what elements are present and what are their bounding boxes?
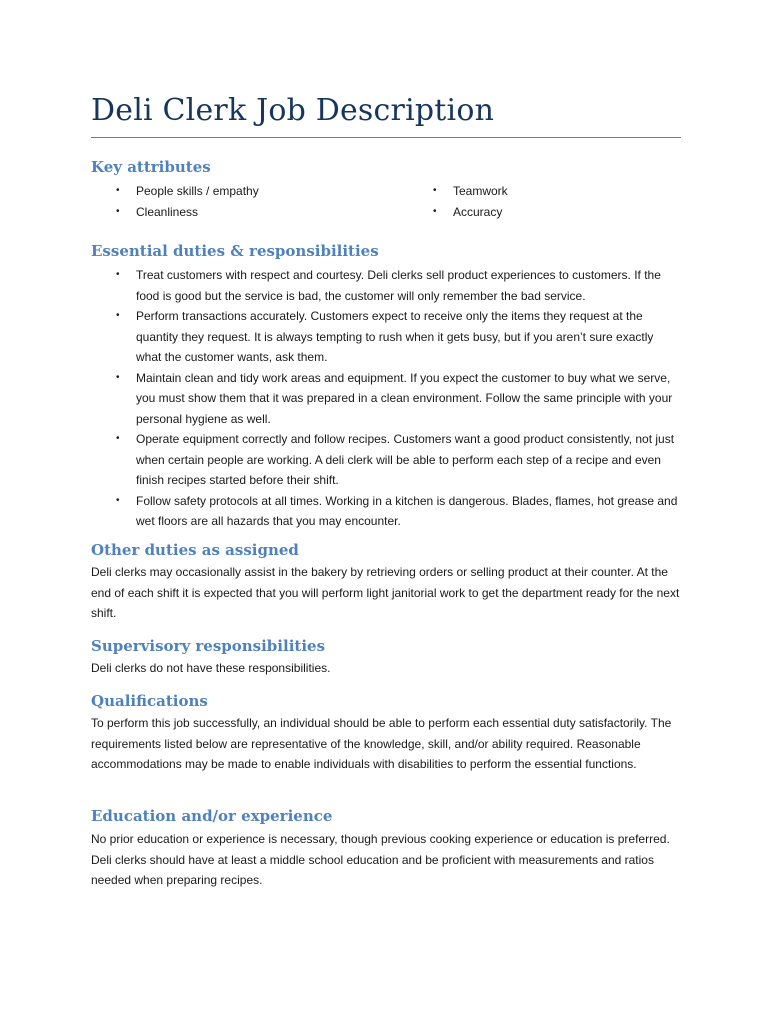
list-item <box>91 429 681 491</box>
supervisory-heading: Supervisory responsibilities <box>91 637 326 655</box>
list-item <box>91 491 681 532</box>
list-item-text: Maintain clean and tidy work areas and equipment. If you expect the customer to buy what we serve, you must show them that it was prepared in a clean environment. Follow the same principle with your personal hygiene as well. <box>136 370 673 426</box>
list-item-text: Accuracy <box>453 204 503 219</box>
key-attributes-right-list <box>408 181 681 222</box>
list-item <box>91 306 681 368</box>
list-item <box>91 265 681 306</box>
education-heading: Education and/or experience <box>91 807 333 825</box>
other-duties-heading: Other duties as assigned <box>91 541 299 559</box>
list-item-text: Follow safety protocols at all times. Working in a kitchen is dangerous. Blades, flames, hot grease and wet floors are all hazards that you may encounter. <box>136 493 678 528</box>
list-item <box>408 181 681 202</box>
bullet-icon: • <box>433 185 437 196</box>
bullet-icon: • <box>116 433 120 444</box>
supervisory-text: Deli clerks do not have these responsibilities. <box>91 661 331 675</box>
duties-list <box>91 265 681 532</box>
bullet-icon: • <box>116 310 120 321</box>
bullet-icon: • <box>116 269 120 280</box>
other-duties-text: Deli clerks may occasionally assist in the bakery by retrieving orders or selling product at their counter. At the end of each shift it is expected that you will perform light janitorial work to get the department ready for the next shift. <box>91 565 680 620</box>
bullet-icon: • <box>433 205 437 217</box>
list-item <box>408 202 681 223</box>
education-text: No prior education or experience is necessary, though previous cooking experience or education is preferred. Deli clerks should have at least a middle school education and be proficient with measurements and ratios needed when preparing recipes. <box>91 832 670 887</box>
duties-heading: Essential duties & responsibilities <box>91 242 379 260</box>
list-item <box>91 368 681 430</box>
bullet-icon: • <box>116 185 120 196</box>
bullet-icon: • <box>116 494 120 506</box>
list-item-text: Cleanliness <box>136 204 199 219</box>
bullet-icon: • <box>116 371 120 383</box>
page-title: Deli Clerk Job Description <box>91 93 495 128</box>
title-divider <box>91 137 681 138</box>
qualifications-text: To perform this job successfully, an individual should be able to perform each essential duty satisfactorily. The requirements listed below are representative of the knowledge, skill, and/or ability required. Reasonable accommodations may be made to enable individuals with disabilities to perform the essential functions. <box>91 716 672 771</box>
list-item <box>91 202 391 223</box>
qualifications-heading: Qualifications <box>91 692 208 710</box>
list-item-text: People skills / empathy <box>136 184 259 198</box>
list-item-text: Operate equipment correctly and follow recipes. Customers want a good product consistently, not just when certain people are working. A deli clerk will be able to perform each step of a recipe and even finish recipes started before their shift. <box>136 432 675 487</box>
list-item <box>91 181 391 202</box>
key-attributes-left-list <box>91 181 391 222</box>
list-item-text: Teamwork <box>453 184 508 198</box>
list-item-text: Perform transactions accurately. Customers expect to receive only the items they request at the quantity they request. It is always tempting to rush when it gets busy, but if you aren’t sure exactly what the customer wants, ask them. <box>136 309 654 364</box>
bullet-icon: • <box>116 205 120 217</box>
list-item-text: Treat customers with respect and courtesy. Deli clerks sell product experiences to customers. If the food is good but the service is bad, the customer will only remember the bad service. <box>136 268 661 303</box>
key-attributes-heading: Key attributes <box>91 158 211 176</box>
